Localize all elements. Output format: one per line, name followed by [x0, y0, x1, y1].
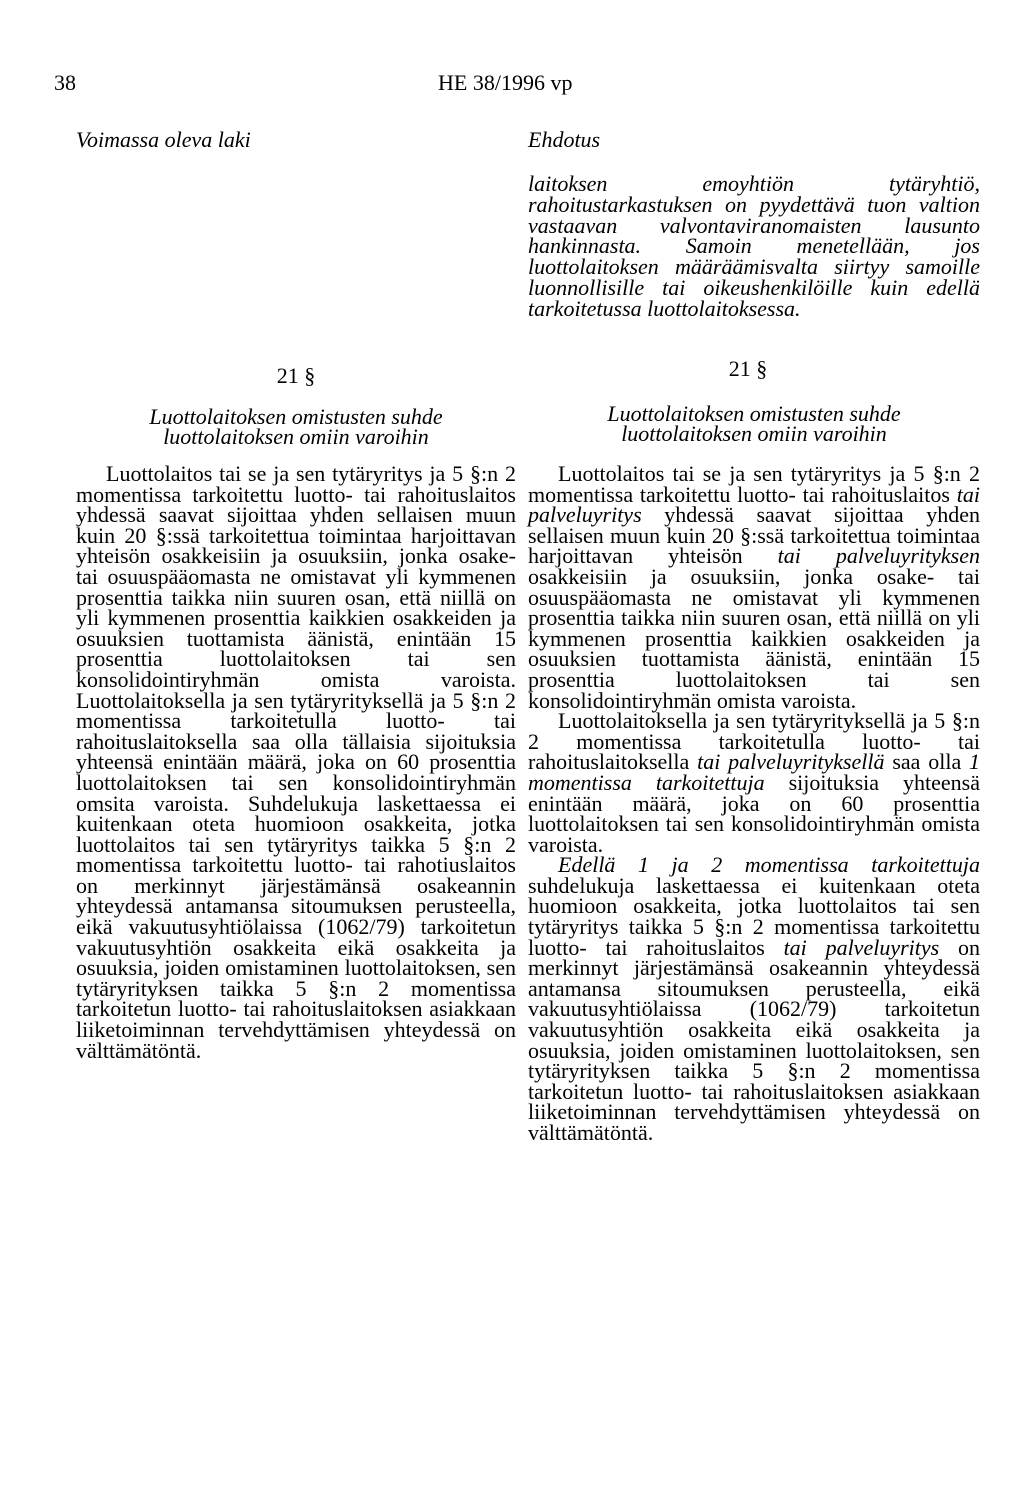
current-law-column: [76, 461, 516, 1063]
current-law-body-paragraph: Luottolaitos tai se ja sen tytäryritys ja 5 §:n 2 momentissa tarkoitettu luotto- tai rahoituslaitos yhdessä saavat sijoittaa yhden sellaisen muun kuin 20 §:ssä tarkoitettua toimintaa harjoittavan yhteisön osakkeisiin ja osuuksiin, jonka osake- tai osuuspääomasta ne omistavat yli kymmenen prosenttia taikka niin suuren osan, että niillä on yli kymmenen prosenttia kaikkien osakkeiden ja osuuksien tuottamista äänistä, enintään 15 prosenttia luottolaitoksen tai sen konsolidointiryhmän omista varoista. Luottolaitoksella ja sen tytäryrityksellä ja 5 §:n 2 momentissa tarkoitetulla luotto- tai rahoituslaitoksella saa olla tällaisia sijoituksia yhteensä enintään määrä, joka on 60 prosenttia luottolaitoksen tai sen konsolidointiryhmän omsita varoista. Suhdelukuja laskettaessa ei kuitenkaan oteta huomioon osakkeita, jotka luottolaitos tai sen tytäryritys taikka 5 §:n 2 momentissa tarkoitettu luotto- tai rahotiuslaitos on merkinnyt järjestämänsä osakeannin yhteydessä antamansa sitoumuksen perusteella, eikä vakuutusyhtiölaissa (1062/79) tarkoitetun vakuutusyhtiön osakkeita eikä osakkeita ja osuuksia, joiden omistaminen luottolaitoksen, sen tytäryrityksen taikka 5 §:n 2 momentissa tarkoitetun luotto- tai rahoituslaitoksen asiakkaan liiketoiminnan tervehdyttämisen yhteydessä on välttämätöntä.: [76, 461, 516, 1063]
column-heading-current-law: Voimassa oleva laki: [76, 127, 251, 152]
p1-text-c: yhdessä saavat sijoittaa yhden sellaisen muun kuin 20 §:ssä tarkoitettua toimintaa harjoittavan yhteisön: [528, 502, 980, 569]
p3-text-d: on merkinnyt järjestämänsä osakeannin yhteydessä antamansa sitoumuksen perusteella, eikä vakuutusyhtiölaissa (1062/79) tarkoitetun vakuutusyhtiön osakkeita eikä osakkeita ja osuuksia, joiden omistaminen luottolaitoksen, sen tytäryrityksen taikka 5 §:n 2 momentissa tarkoitetun luotto- tai rahoituslaitoksen asiakkaan liiketoiminnan tervehdyttämisen yhteydessä on välttämätöntä.: [528, 934, 981, 1145]
proposal-section-title-line-1: Luottolaitoksen omistusten suhde: [607, 401, 901, 426]
p1-text-a: Luottolaitos tai se ja sen tytäryritys ja 5 §:n 2 momentissa tarkoitettu luotto- tai rahoituslaitos: [528, 461, 980, 507]
p1-text-e: osakkeisiin ja osuuksiin, jonka osake- tai osuuspääomasta ne omistavat yli kymmenen prosenttia taikka niin suuren osan, että niillä on yli kymmenen prosenttia kaikkien osakkeiden ja osuuksien tuottamista äänistä, enintään 15 prosenttia luottolaitoksen tai sen konsolidointiryhmän omista varoista.: [528, 563, 980, 713]
p1-emphasis-b: tai palveluyritys: [528, 481, 980, 528]
p2-emphasis-d: 1 momentissa tarkoitettuja: [528, 749, 981, 795]
p2-text-c: saa olla: [884, 749, 970, 775]
proposal-section-number: 21 §: [728, 356, 768, 381]
proposal-paragraph-2: [528, 708, 981, 857]
p3-emphasis-a: Edellä 1 ja 2 momentissa tarkoitettuja: [558, 852, 980, 878]
p1-emphasis-d: tai palveluyrityksen: [777, 543, 981, 569]
proposal-section-title-line-2: luottolaitoksen omiin varoihin: [621, 421, 887, 446]
proposal-continuation-text: laitoksen emoyhtiön tytäryhtiö, rahoitustarkastuksen on pyydettävä tuon valtion vastaavan valvontaviranomaisten lausunto hankinnasta. Samoin menetellään, jos luottolaitoksen määräämisvalta siirtyy samoille luonnollisille tai oikeushenkilöille kuin edellä tarkoitetussa luottolaitoksessa.: [528, 171, 980, 321]
proposal-paragraph-1: [528, 461, 981, 713]
p3-emphasis-c: tai palveluyritys: [783, 934, 940, 960]
current-law-section-title: [76, 404, 516, 449]
document-reference: HE 38/1996 vp: [438, 70, 573, 95]
p2-text-e: sijoituksia yhteensä enintään määrä, joka on 60 prosenttia luottolaitoksen tai sen konsolidointiryhmän omista varoista.: [528, 769, 981, 857]
page-number: 38: [54, 70, 76, 95]
current-law-section-title-line-1: Luottolaitoksen omistusten suhde: [149, 404, 443, 429]
proposal-section-title: [528, 401, 980, 446]
p3-text-b: suhdelukuja laskettaessa ei kuitenkaan oteta huomioon osakkeita, jotka luottolaitos tai sen tytäryritys taikka 5 §:n 2 momentissa tarkoitettu luotto- tai rahoituslaitos: [528, 872, 980, 960]
p2-emphasis-b: tai palveluyrityksellä: [697, 749, 885, 775]
proposal-paragraph-3: [528, 852, 981, 1145]
column-heading-proposal: Ehdotus: [528, 127, 601, 152]
proposal-column: [528, 461, 981, 1145]
current-law-section-number: 21 §: [276, 363, 316, 388]
p2-text-a: Luottolaitoksella ja sen tytäryrityksellä ja 5 §:n 2 momentissa tarkoitetulla luotto- tai rahoituslaitoksella: [528, 708, 980, 775]
current-law-section-title-line-2: luottolaitoksen omiin varoihin: [163, 424, 429, 449]
